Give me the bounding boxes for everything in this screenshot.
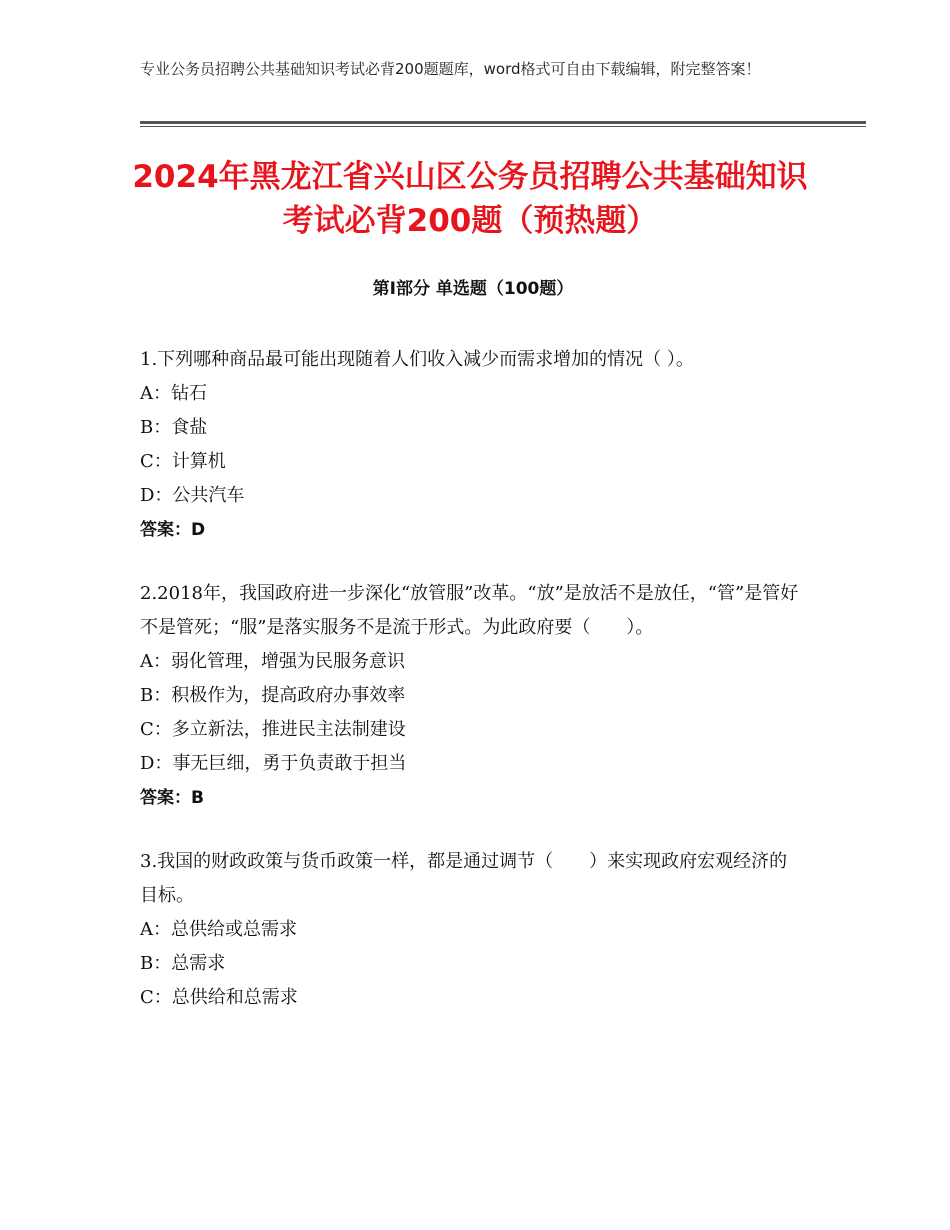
header-rule-thick bbox=[140, 121, 866, 124]
option-c: C：总供给和总需求 bbox=[140, 987, 298, 1008]
question-1 bbox=[140, 343, 800, 547]
question-list bbox=[140, 343, 800, 1045]
document-title: 2024年黑龙江省兴山区公务员招聘公共基础知识考试必背200题（预热题） bbox=[132, 159, 808, 239]
option-a: A：总供给或总需求 bbox=[140, 919, 297, 940]
answer: 答案：D bbox=[140, 520, 206, 540]
section-title: 第Ⅰ部分 单选题（100题） bbox=[372, 279, 574, 299]
header-rule-thin bbox=[140, 126, 866, 127]
question-3 bbox=[140, 845, 800, 1015]
option-c: C：计算机 bbox=[140, 451, 226, 472]
option-b: B：食盐 bbox=[140, 417, 208, 438]
option-a: A：弱化管理，增强为民服务意识 bbox=[140, 651, 405, 672]
answer: 答案：B bbox=[140, 788, 204, 808]
option-d: D：事无巨细，勇于负责敢于担当 bbox=[140, 753, 407, 774]
question-text: 3.我国的财政政策与货币政策一样，都是通过调节（ ）来实现政府宏观经济的目标。 bbox=[140, 851, 788, 906]
option-b: B：总需求 bbox=[140, 953, 226, 974]
option-c: C：多立新法，推进民主法制建设 bbox=[140, 719, 406, 740]
option-b: B：积极作为，提高政府办事效率 bbox=[140, 685, 406, 706]
question-text: 2.2018年，我国政府进一步深化“放管服”改革。“放”是放活不是放任，“管”是管好不是管死；“服”是落实服务不是流于形式。为此政府要（ ）。 bbox=[140, 583, 799, 638]
question-text: 1.下列哪种商品最可能出现随着人们收入减少而需求增加的情况（ ）。 bbox=[140, 349, 694, 370]
option-a: A：钻石 bbox=[140, 383, 207, 404]
header-note: 专业公务员招聘公共基础知识考试必背200题题库，word格式可自由下载编辑，附完整答案！ bbox=[140, 60, 761, 78]
question-2 bbox=[140, 577, 800, 815]
option-d: D：公共汽车 bbox=[140, 485, 245, 506]
